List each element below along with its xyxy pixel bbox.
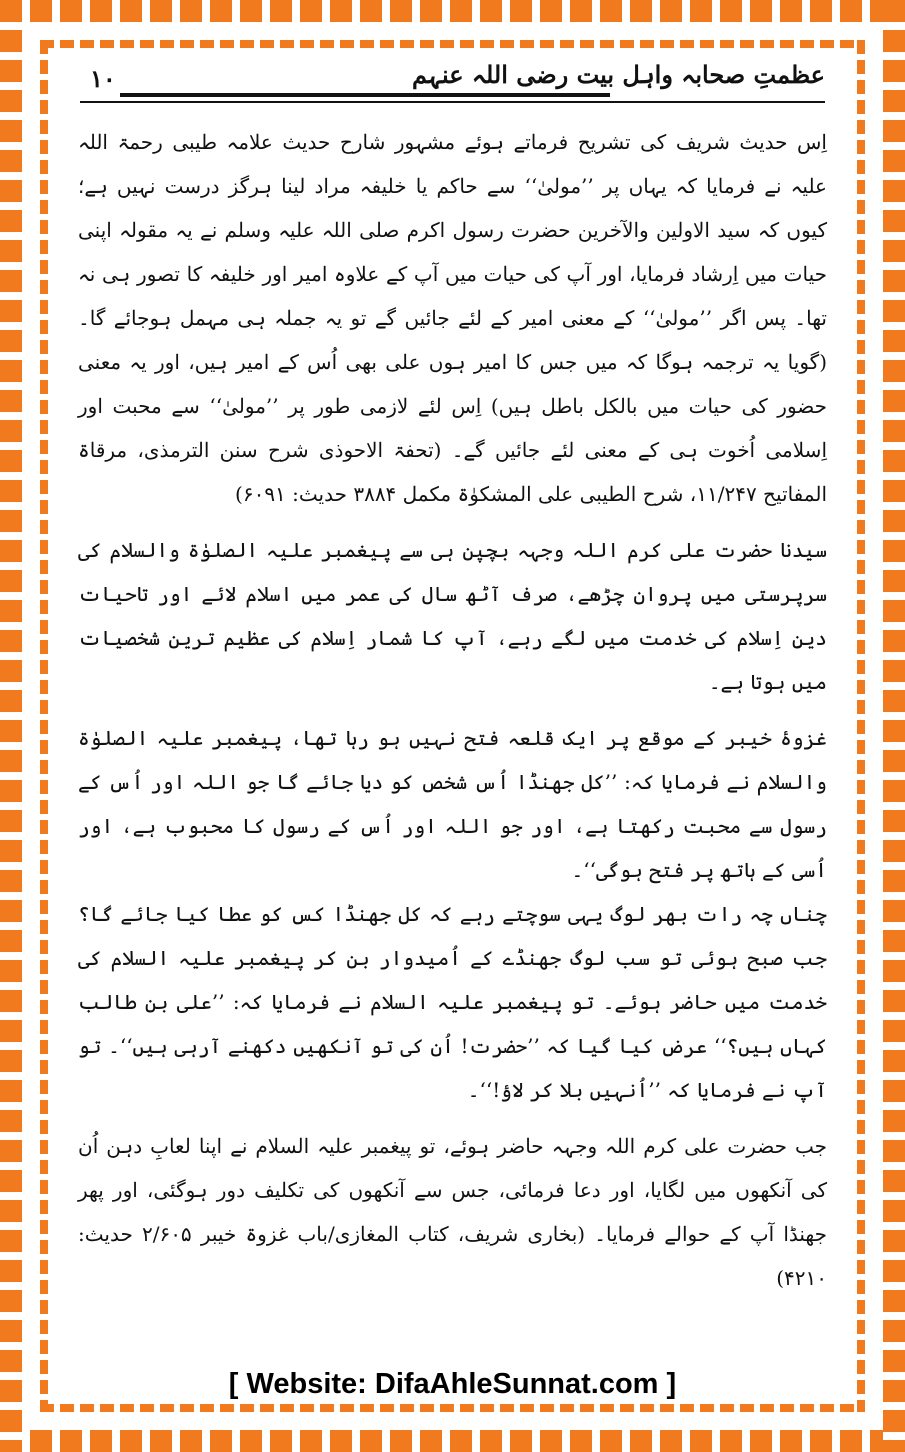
header-rule-thick — [120, 93, 610, 97]
inner-border-right — [857, 40, 865, 1412]
inner-border-left — [40, 40, 48, 1412]
paragraph-jhanda: چناں چہ رات بھر لوگ یہی سوچتے رہے کہ کل جھنڈا کس کو عطا کیا جائے گا؟ جب صبح ہوئی تو سب لوگ جھنڈے کے اُمیدوار بن کر پیغمبر علیہ السلام کی خدمت میں حاضر ہوئے۔ تو پیغمبر علیہ السلام نے فرمایا کہ: ’’علی بن طالب کہاں ہیں؟‘‘ عرض کیا گیا کہ ’’حضرت! اُن کی تو آنکھیں دکھنے آرہی ہیں‘‘۔ تو آپ نے فرمایا کہ ’’اُنہیں بلا کر لاؤ!‘‘۔ — [78, 902, 827, 1102]
border-left — [0, 0, 22, 1452]
paragraph-tashreeh: اِس حدیث شریف کی تشریح فرماتے ہوئے مشہور شارح حدیث علامہ طیبی رحمۃ اللہ علیہ نے فرمایا کہ یہاں پر ’’مولیٰ‘‘ سے حاکم یا خلیفہ مراد لینا ہرگز درست نہیں ہے؛ کیوں کہ سید الاولین والآخرین حضرت رسول اکرم صلی اللہ علیہ وسلم نے یہ مقولہ اپنی حیات میں اِرشاد فرمایا، اور آپ کی حیات میں آپ کے علاوہ امیر اور خلیفہ کا تصور ہی نہ تھا۔ پس اگر ’’مولیٰ‘‘ کے معنی امیر کے لئے جائیں گے تو یہ جملہ ہی مہمل ہوجائے گا۔ (گویا یہ ترجمہ ہوگا کہ میں جس کا امیر ہوں علی بھی اُس کے امیر ہیں، اور یہ معنی حضور کی حیات میں بالکل باطل ہیں) اِس لئے لازمی طور پر ’’مولیٰ‘‘ سے محبت اور اِسلامی اُخوت ہی کے معنی لئے جائیں گے۔ (تحفۃ الاحوذی شرح سنن الترمذی، مرقاۃ المفاتیح ۱۱/۲۴۷، شرح الطیبی علی المشکوٰۃ مکمل ۳۸۸۴ حدیث: ۶۰۹۱) — [78, 130, 828, 506]
inner-border-bottom — [40, 1404, 865, 1412]
book-title: عظمتِ صحابہ واہل بیت رضی اللہ عنہم — [411, 60, 825, 89]
header-rule-thin — [80, 101, 825, 103]
paragraph-sayyiduna-ali: سیدنا حضرت علی کرم اللہ وجہہ بچپن ہی سے پیغمبر علیہ الصلوٰۃ والسلام کی سرپرستی میں پروان چڑھے، صرف آٹھ سال کی عمر میں اسلام لائے اور تاحیات دینِ اِسلام کی خدمت میں لگے رہے، آپ کا شمار اِسلام کی عظیم ترین شخصیات میں ہوتا ہے۔ — [78, 538, 827, 694]
paragraph-ghazwa-khaibar: غزوۂ خیبر کے موقع پر ایک قلعہ فتح نہیں ہو رہا تھا، پیغمبر علیہ الصلوٰۃ والسلام نے فرمایا کہ: ’’کل جھنڈا اُس شخص کو دیا جائے گا جو اللہ اور اُس کے رسول سے محبت رکھتا ہے، اور جو اللہ اور اُس کے رسول کا محبوب ہے، اور اُسی کے ہاتھ پر فتح ہوگی‘‘۔ — [78, 726, 827, 882]
border-right — [883, 0, 905, 1452]
page-body — [78, 120, 827, 1370]
page-number: ١٠ — [90, 64, 116, 93]
page-header — [80, 60, 825, 100]
website-footer: [ Website: DifaAhleSunnat.com ] — [228, 1368, 677, 1400]
border-top — [0, 0, 905, 22]
inner-border-top — [40, 40, 865, 48]
border-bottom — [0, 1430, 905, 1452]
paragraph-luab-dahan: جب حضرت علی کرم اللہ وجہہ حاضر ہوئے، تو پیغمبر علیہ السلام نے اپنا لعابِ دہن اُن کی آنکھوں میں لگایا، اور دعا فرمائی، جس سے آنکھوں کی تکلیف دور ہوگئی، اور پھر جھنڈا آپ کے حوالے فرمایا۔ (بخاری شریف، کتاب المغازی/باب غزوۃ خیبر ۲/۶۰۵ حدیث: ۴۲۱۰) — [78, 1134, 827, 1290]
